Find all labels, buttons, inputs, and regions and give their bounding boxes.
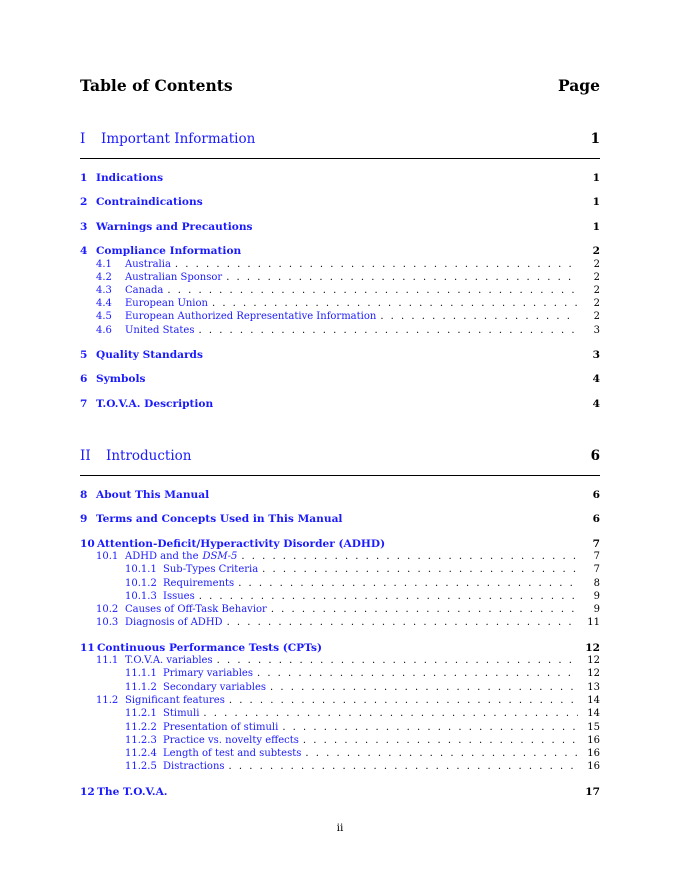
toc-section-canada[interactable] [96,285,600,296]
section-title: ADHD and the [125,551,199,562]
toc-section-united-states[interactable] [96,325,600,336]
section-number: 4.4 [96,298,112,309]
leader-dots [208,298,578,309]
leader-dots [278,722,578,733]
toc-subsection-stimuli[interactable] [125,708,600,719]
section-title: Significant features [125,695,225,706]
chapter-title: Attention-Deficit/Hyperactivity Disorder (ADHD) [97,538,386,550]
subsection-page: 16 [587,761,600,772]
section-page: 2 [593,311,600,322]
chapter-title: Warnings and Precautions [96,221,253,233]
toc-part-important-information[interactable] [80,131,600,147]
section-number: 10.2 [96,604,119,615]
chapter-page: 6 [592,489,600,501]
section-title: Canada [125,285,164,296]
toc-section-adhd-diagnosis[interactable] [96,617,600,628]
chapter-page: 4 [592,398,600,410]
subsection-number: 10.1.2 [125,578,157,589]
chapter-number: 6 [80,373,88,385]
subsection-page: 15 [587,722,600,733]
subsection-title: Primary variables [163,668,253,679]
chapter-page: 4 [592,373,600,385]
subsection-number: 11.1.1 [125,668,157,679]
toc-section-eu-representative[interactable] [96,311,600,322]
chapter-number: 2 [80,196,88,208]
chapter-page: 2 [592,245,600,257]
chapter-page: 1 [592,221,600,233]
subsection-number: 11.2.1 [125,708,157,719]
section-title-emphasis: DSM-5 [202,551,238,562]
subsection-page: 9 [593,591,600,602]
section-title: Australian Sponsor [125,272,223,283]
chapter-title: Continuous Performance Tests (CPTs) [97,642,323,654]
chapter-number: 5 [80,349,88,361]
section-page: 11 [587,617,600,628]
toc-chapter-the-tova[interactable] [80,786,600,798]
chapter-page: 17 [585,786,600,798]
section-page: 14 [587,695,600,706]
toc-chapter-adhd[interactable] [80,538,600,550]
toc-chapter-indications[interactable] [80,172,600,184]
section-page: 2 [593,272,600,283]
section-page: 2 [593,285,600,296]
leader-dots [266,682,578,693]
toc-subsection-issues[interactable] [125,591,600,602]
section-page: 2 [593,259,600,270]
subsection-title: Secondary variables [163,682,267,693]
leader-dots [299,735,578,746]
leader-dots [199,708,578,719]
toc-part-introduction[interactable] [80,448,600,464]
leader-dots [376,311,578,322]
leader-dots [225,695,578,706]
toc-section-australian-sponsor[interactable] [96,272,600,283]
leader-dots [194,325,578,336]
part-divider [80,475,600,476]
section-title: United States [125,325,195,336]
part-number: I [80,131,86,147]
section-page: 3 [593,325,600,336]
chapter-title: Terms and Concepts Used in This Manual [96,513,343,525]
subsection-title: Stimuli [163,708,200,719]
subsection-title: Distractions [163,761,225,772]
subsection-number: 11.2.2 [125,722,157,733]
toc-chapter-compliance[interactable] [80,245,600,257]
subsection-page: 12 [587,668,600,679]
toc-subsection-practice-novelty[interactable] [125,735,600,746]
toc-subsection-test-length[interactable] [125,748,600,759]
toc-section-off-task-causes[interactable] [96,604,600,615]
chapter-number: 1 [80,172,88,184]
subsection-page: 14 [587,708,600,719]
section-number: 11.1 [96,655,119,666]
chapter-title: About This Manual [96,489,210,501]
part-page: 6 [590,448,600,464]
leader-dots [223,617,578,628]
leader-dots [267,604,578,615]
toc-chapter-about-manual[interactable] [80,489,600,501]
section-number: 10.1 [96,551,119,562]
part-title: Important Information [101,131,256,147]
subsection-number: 10.1.3 [125,591,157,602]
chapter-title: T.O.V.A. Description [96,398,214,410]
subsection-page: 13 [587,682,600,693]
section-number: 4.3 [96,285,112,296]
section-page: 9 [593,604,600,615]
chapter-title: Contraindications [96,196,203,208]
leader-dots [253,668,578,679]
chapter-page: 1 [592,172,600,184]
toc-chapter-cpts[interactable] [80,642,600,654]
section-number: 4.1 [96,259,112,270]
section-number: 4.2 [96,272,112,283]
chapter-number: 10 [80,538,95,550]
toc-title: Table of Contents [80,76,233,95]
toc-subsection-distractions[interactable] [125,761,600,772]
section-title: European Authorized Representative Information [125,311,377,322]
section-title: Diagnosis of ADHD [125,617,223,628]
toc-subsection-primary-variables[interactable] [125,668,600,679]
subsection-number: 10.1.1 [125,564,157,575]
toc-section-australia[interactable] [96,259,600,270]
section-title: Australia [125,259,171,270]
section-number: 10.3 [96,617,119,628]
toc-section-adhd-dsm5[interactable] [96,551,600,562]
leader-dots [301,748,578,759]
part-page: 1 [590,131,600,147]
subsection-number: 11.2.5 [125,761,157,772]
leader-dots [171,259,578,270]
toc-header [80,76,600,95]
toc-subsection-presentation-stimuli[interactable] [125,722,600,733]
section-title: Causes of Off-Task Behavior [125,604,267,615]
section-number: 4.6 [96,325,112,336]
chapter-title: Indications [96,172,164,184]
chapter-number: 11 [80,642,95,654]
subsection-number: 11.2.3 [125,735,157,746]
toc-subsection-secondary-variables[interactable] [125,682,600,693]
subsection-number: 11.1.2 [125,682,157,693]
subsection-title: Practice vs. novelty effects [163,735,299,746]
toc-section-european-union[interactable] [96,298,600,309]
section-title: European Union [125,298,208,309]
chapter-title: The T.O.V.A. [97,786,168,798]
subsection-title: Sub-Types Criteria [163,564,259,575]
chapter-page: 3 [592,349,600,361]
chapter-page: 1 [592,196,600,208]
chapter-title: Compliance Information [96,245,242,257]
page-number: ii [336,822,344,834]
chapter-number: 7 [80,398,88,410]
toc-chapter-symbols[interactable] [80,373,600,385]
chapter-title: Quality Standards [96,349,203,361]
subsection-number: 11.2.4 [125,748,157,759]
chapter-number: 4 [80,245,88,257]
leader-dots [258,564,578,575]
subsection-title: Presentation of stimuli [163,722,279,733]
subsection-page: 16 [587,735,600,746]
chapter-number: 8 [80,489,88,501]
chapter-page: 6 [592,513,600,525]
toc-subsection-requirements[interactable] [125,578,600,589]
chapter-number: 9 [80,513,88,525]
toc-section-significant-features[interactable] [96,695,600,706]
leader-dots [213,655,578,666]
section-number: 11.2 [96,695,119,706]
chapter-number: 12 [80,786,95,798]
toc-section-tova-variables[interactable] [96,655,600,666]
toc-chapter-warnings[interactable] [80,221,600,233]
toc-chapter-quality-standards[interactable] [80,349,600,361]
leader-dots [195,591,578,602]
toc-chapter-contraindications[interactable] [80,196,600,208]
subsection-page: 7 [593,564,600,575]
part-title: Introduction [106,448,192,464]
subsection-page: 16 [587,748,600,759]
leader-dots [234,578,578,589]
toc-chapter-tova-description[interactable] [80,398,600,410]
part-divider [80,158,600,159]
leader-dots [225,761,578,772]
leader-dots [237,551,578,562]
section-page: 7 [593,551,600,562]
page-column-label: Page [558,76,600,95]
section-title: T.O.V.A. variables [125,655,213,666]
subsection-title: Length of test and subtests [163,748,302,759]
leader-dots [222,272,578,283]
part-number: II [80,448,91,464]
chapter-page: 7 [592,538,600,550]
chapter-page: 12 [585,642,600,654]
subsection-page: 8 [593,578,600,589]
subsection-title: Requirements [163,578,235,589]
leader-dots [163,285,578,296]
section-page: 2 [593,298,600,309]
chapter-title: Symbols [96,373,146,385]
toc-subsection-subtypes[interactable] [125,564,600,575]
subsection-title: Issues [163,591,195,602]
toc-page [80,0,600,880]
section-page: 12 [587,655,600,666]
section-number: 4.5 [96,311,112,322]
toc-chapter-terms-concepts[interactable] [80,513,600,525]
chapter-number: 3 [80,221,88,233]
